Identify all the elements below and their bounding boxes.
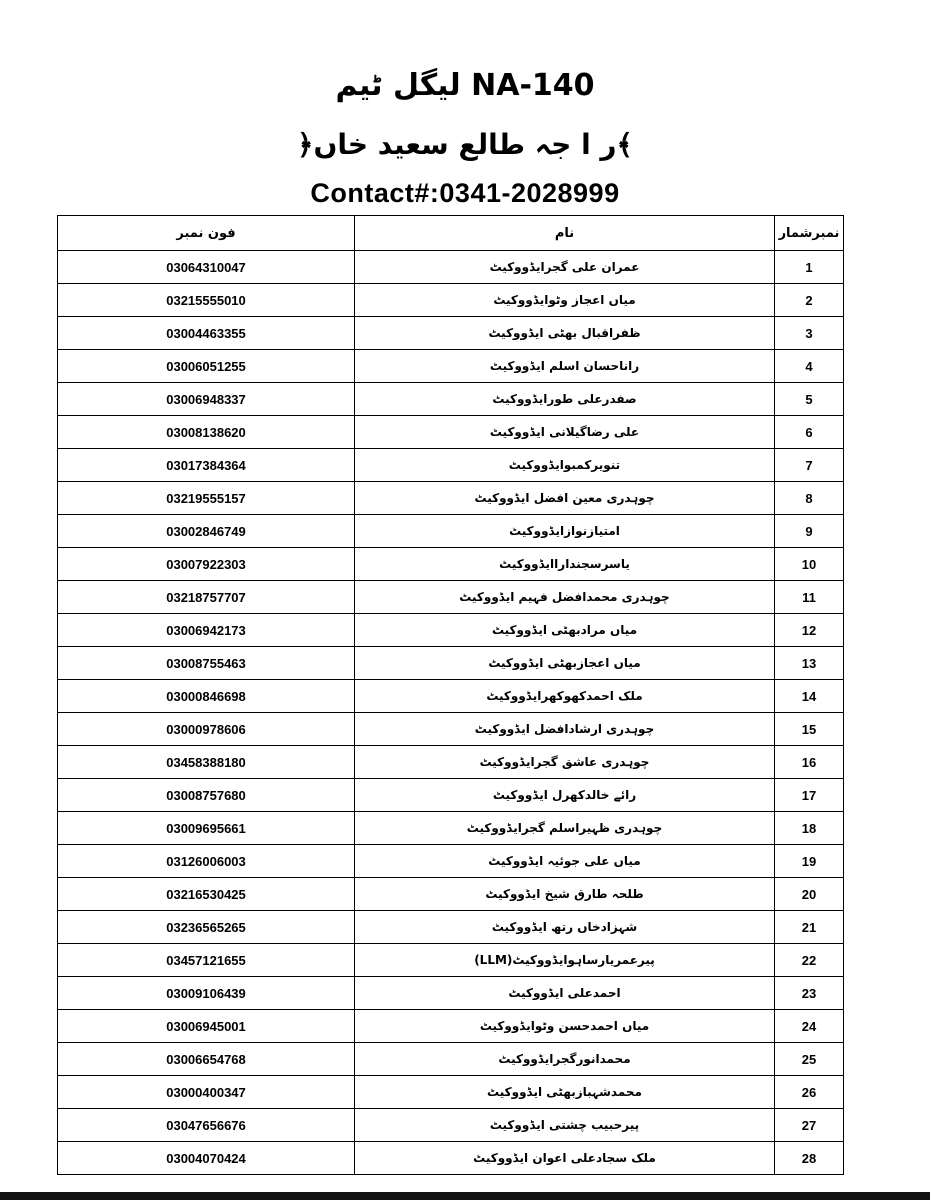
table-row: [58, 350, 844, 383]
bottom-edge-bar: [0, 1192, 930, 1200]
name-cell: چوہدری معین افضل ایڈووکیٹ: [355, 482, 775, 515]
table-row: [58, 713, 844, 746]
name-cell: عمران علی گجرایڈووکیٹ: [355, 251, 775, 284]
table-row: [58, 515, 844, 548]
name-cell: محمدانورگجرایڈووکیٹ: [355, 1043, 775, 1076]
name-cell: چوہدری عاشق گجرایڈووکیٹ: [355, 746, 775, 779]
name-cell: یاسرسجنداراایڈووکیٹ: [355, 548, 775, 581]
name-cell: ملک احمدکھوکھرایڈووکیٹ: [355, 680, 775, 713]
table-row: [58, 1109, 844, 1142]
serial-cell: 25: [775, 1043, 844, 1076]
serial-cell: 18: [775, 812, 844, 845]
phone-cell: 03236565265: [58, 911, 355, 944]
phone-cell: 03218757707: [58, 581, 355, 614]
phone-cell: 03008755463: [58, 647, 355, 680]
table-row: [58, 779, 844, 812]
serial-cell: 2: [775, 284, 844, 317]
table-row: [58, 1010, 844, 1043]
phone-cell: 03004070424: [58, 1142, 355, 1175]
name-cell: میاں علی جوئیہ ایڈووکیٹ: [355, 845, 775, 878]
serial-cell: 15: [775, 713, 844, 746]
name-cell: شہزادخاں رتھ ایڈووکیٹ: [355, 911, 775, 944]
phone-cell: 03219555157: [58, 482, 355, 515]
name-cell: راناحسان اسلم ایڈووکیٹ: [355, 350, 775, 383]
table-row: [58, 878, 844, 911]
table-row: [58, 251, 844, 284]
phone-cell: 03008138620: [58, 416, 355, 449]
serial-cell: 1: [775, 251, 844, 284]
name-cell: میاں اعجاز وٹوایڈووکیٹ: [355, 284, 775, 317]
name-cell: میاں اعجازبھٹی ایڈووکیٹ: [355, 647, 775, 680]
serial-cell: 24: [775, 1010, 844, 1043]
name-cell: چوہدری محمدافضل فہیم ایڈووکیٹ: [355, 581, 775, 614]
name-cell: پیرعمریارساہوایڈووکیٹ(LLM): [355, 944, 775, 977]
table-row: [58, 548, 844, 581]
phone-cell: 03047656676: [58, 1109, 355, 1142]
serial-cell: 7: [775, 449, 844, 482]
table-row: [58, 284, 844, 317]
serial-cell: 22: [775, 944, 844, 977]
table-row: [58, 845, 844, 878]
serial-cell: 20: [775, 878, 844, 911]
phone-cell: 03009106439: [58, 977, 355, 1010]
column-header-phone: فون نمبر: [58, 216, 355, 251]
table-row: [58, 482, 844, 515]
name-cell: علی رضاگیلانی ایڈووکیٹ: [355, 416, 775, 449]
name-cell: احمدعلی ایڈووکیٹ: [355, 977, 775, 1010]
name-cell: محمدشہبازبھٹی ایڈووکیٹ: [355, 1076, 775, 1109]
serial-cell: 5: [775, 383, 844, 416]
name-cell: ظفراقبال بھٹی ایڈووکیٹ: [355, 317, 775, 350]
table-row: [58, 581, 844, 614]
serial-cell: 19: [775, 845, 844, 878]
table-row: [58, 647, 844, 680]
contact-line: Contact#:0341-2028999: [310, 178, 620, 208]
serial-cell: 12: [775, 614, 844, 647]
phone-cell: 03002846749: [58, 515, 355, 548]
serial-cell: 14: [775, 680, 844, 713]
table-row: [58, 317, 844, 350]
table-row: [58, 944, 844, 977]
phone-cell: 03006654768: [58, 1043, 355, 1076]
phone-cell: 03126006003: [58, 845, 355, 878]
serial-cell: 27: [775, 1109, 844, 1142]
phone-cell: 03458388180: [58, 746, 355, 779]
legal-team-table: [57, 215, 844, 1175]
phone-cell: 03000978606: [58, 713, 355, 746]
table-header-row: [58, 216, 844, 251]
phone-cell: 03006051255: [58, 350, 355, 383]
phone-cell: 03457121655: [58, 944, 355, 977]
phone-cell: 03004463355: [58, 317, 355, 350]
name-cell: رائے خالدکھرل ایڈووکیٹ: [355, 779, 775, 812]
phone-cell: 03006945001: [58, 1010, 355, 1043]
table-row: [58, 1142, 844, 1175]
name-cell: میاں احمدحسن وٹوایڈووکیٹ: [355, 1010, 775, 1043]
serial-cell: 4: [775, 350, 844, 383]
table-body: [58, 251, 844, 1175]
serial-cell: 23: [775, 977, 844, 1010]
serial-cell: 11: [775, 581, 844, 614]
name-cell: میاں مرادبھٹی ایڈووکیٹ: [355, 614, 775, 647]
table-row: [58, 812, 844, 845]
phone-cell: 03017384364: [58, 449, 355, 482]
phone-cell: 03000400347: [58, 1076, 355, 1109]
serial-cell: 9: [775, 515, 844, 548]
phone-cell: 03215555010: [58, 284, 355, 317]
table-row: [58, 746, 844, 779]
phone-cell: 03007922303: [58, 548, 355, 581]
phone-cell: 03009695661: [58, 812, 355, 845]
name-cell: صفدرعلی طورایڈووکیٹ: [355, 383, 775, 416]
name-cell: پیرحبیب چشتی ایڈووکیٹ: [355, 1109, 775, 1142]
serial-cell: 16: [775, 746, 844, 779]
phone-cell: 03216530425: [58, 878, 355, 911]
serial-cell: 26: [775, 1076, 844, 1109]
column-header-serial: نمبرشمار: [775, 216, 844, 251]
table-row: [58, 680, 844, 713]
serial-cell: 6: [775, 416, 844, 449]
table-row: [58, 416, 844, 449]
table-row: [58, 1043, 844, 1076]
name-cell: چوہدری ارشادافضل ایڈووکیٹ: [355, 713, 775, 746]
serial-cell: 3: [775, 317, 844, 350]
page-subtitle: ﴿ر ا جہ طالع سعید خاں﴾: [297, 128, 633, 161]
serial-cell: 21: [775, 911, 844, 944]
table-row: [58, 614, 844, 647]
phone-cell: 03064310047: [58, 251, 355, 284]
name-cell: ملک سجادعلی اعوان ایڈووکیٹ: [355, 1142, 775, 1175]
phone-cell: 03006942173: [58, 614, 355, 647]
phone-cell: 03006948337: [58, 383, 355, 416]
name-cell: امتیازنوازایڈووکیٹ: [355, 515, 775, 548]
name-cell: طلحہ طارق شیخ ایڈووکیٹ: [355, 878, 775, 911]
table-row: [58, 911, 844, 944]
name-cell: تنویرکمبوایڈووکیٹ: [355, 449, 775, 482]
serial-cell: 13: [775, 647, 844, 680]
serial-cell: 28: [775, 1142, 844, 1175]
table-row: [58, 1076, 844, 1109]
table-row: [58, 449, 844, 482]
phone-cell: 03000846698: [58, 680, 355, 713]
page-title: لیگل ٹیم NA-140: [335, 68, 595, 103]
serial-cell: 10: [775, 548, 844, 581]
table-row: [58, 977, 844, 1010]
phone-cell: 03008757680: [58, 779, 355, 812]
name-cell: چوہدری ظہیراسلم گجرایڈووکیٹ: [355, 812, 775, 845]
serial-cell: 8: [775, 482, 844, 515]
serial-cell: 17: [775, 779, 844, 812]
column-header-name: نام: [355, 216, 775, 251]
table-row: [58, 383, 844, 416]
